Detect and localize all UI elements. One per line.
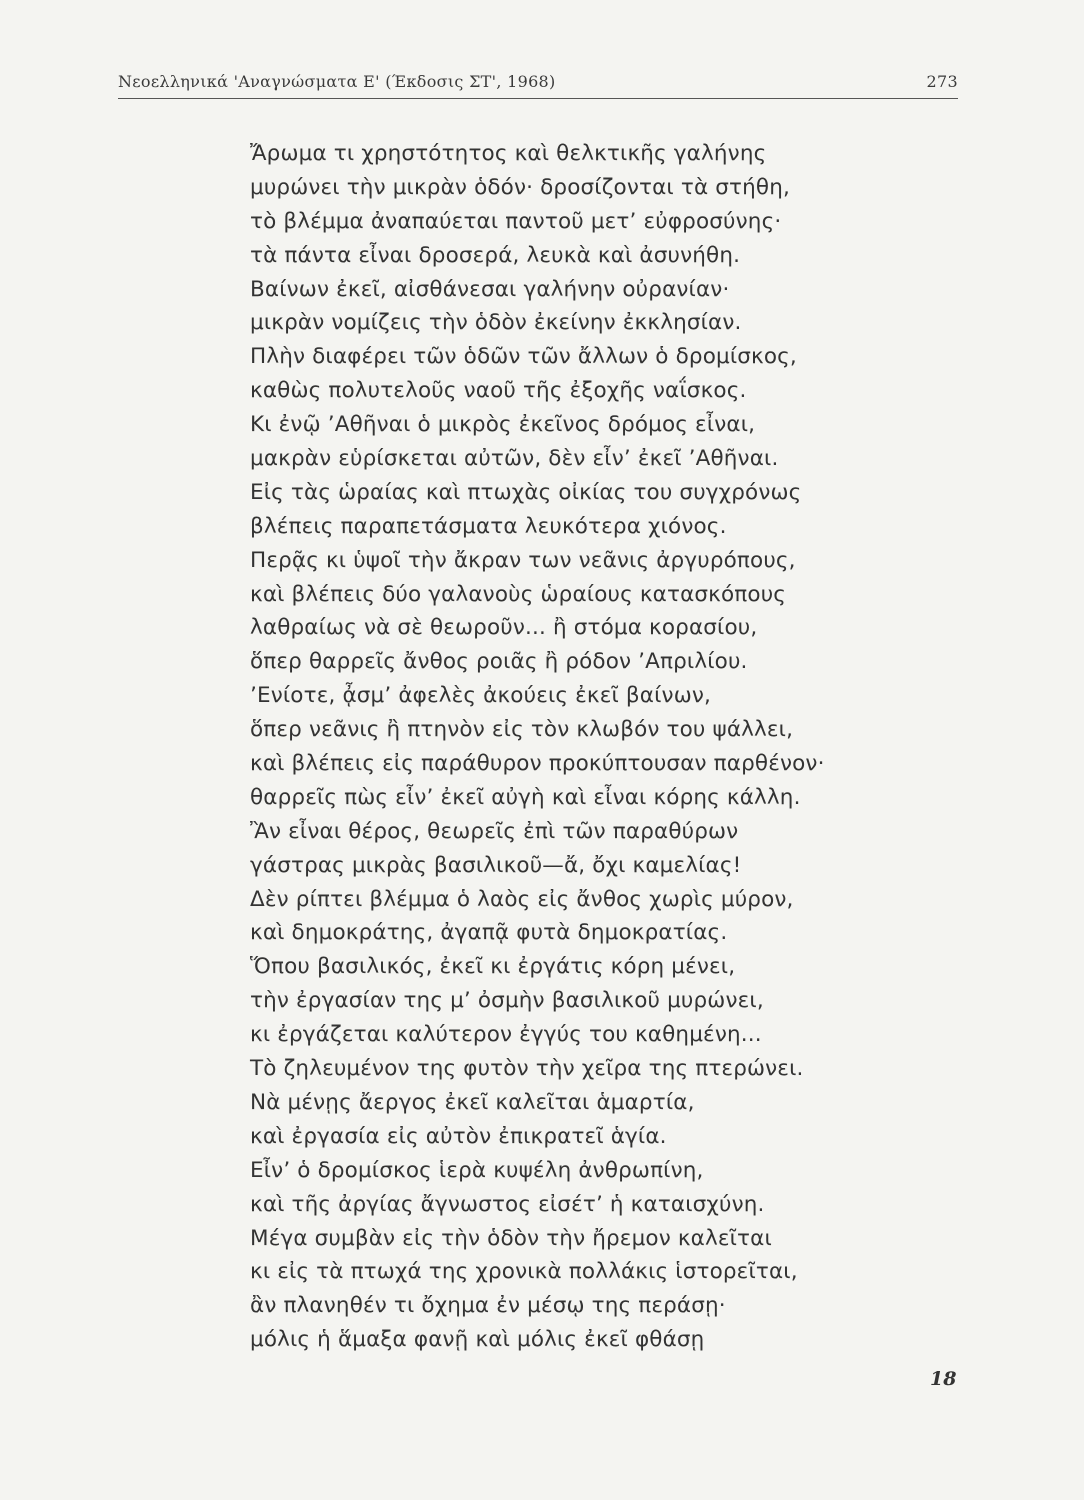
poem-line: Πλὴν διαφέρει τῶν ὁδῶν τῶν ἄλλων ὁ δρομίσκος, xyxy=(250,344,797,370)
poem-line: καθὼς πολυτελοῦς ναοῦ τῆς ἐξοχῆς ναΐσκος. xyxy=(250,378,747,404)
poem-line: μυρώνει τὴν μικρὰν ὁδόν· δροσίζονται τὰ στήθη, xyxy=(250,174,790,200)
poem-line: Νὰ μένῃς ἄεργος ἐκεῖ καλεῖται ἁμαρτία, xyxy=(250,1089,695,1115)
poem-line: Κι ἐνῷ ’Αθῆναι ὁ μικρὸς ἐκεῖνος δρόμος εἶναι, xyxy=(250,412,756,438)
poem-text xyxy=(250,137,890,1357)
poem-line: μικρὰν νομίζεις τὴν ὁδὸν ἐκείνην ἐκκλησίαν. xyxy=(250,310,742,336)
poem-line: τὸ βλέμμα ἀναπαύεται παντοῦ μετ’ εὐφροσύνης· xyxy=(250,208,782,234)
poem-line: καὶ βλέπεις εἰς παράθυρον προκύπτουσαν παρθένον· xyxy=(250,751,825,777)
poem-line: καὶ ἐργασία εἰς αὐτὸν ἐπικρατεῖ ἁγία. xyxy=(250,1123,667,1149)
poem-line: Βαίνων ἐκεῖ, αἰσθάνεσαι γαλήνην οὐρανίαν· xyxy=(250,276,730,302)
poem-line: Εἶν’ ὁ δρομίσκος ἱερὰ κυψέλη ἀνθρωπίνη, xyxy=(250,1157,704,1183)
poem-line: καὶ βλέπεις δύο γαλανοὺς ὡραίους κατασκόπους xyxy=(250,581,787,607)
poem-line: Ὅπου βασιλικός, ἐκεῖ κι ἐργάτις κόρη μένει, xyxy=(250,954,736,980)
poem-line: Δὲν ρίπτει βλέμμα ὁ λαὸς εἰς ἄνθος χωρὶς μύρον, xyxy=(250,886,794,912)
header-title: Νεοελληνικά 'Αναγνώσματα Ε' (Έκδοσις ΣΤ', 1968) xyxy=(118,72,556,91)
poem-line: κι ἐργάζεται καλύτερον ἐγγύς του καθημένη... xyxy=(250,1022,762,1048)
poem-line: ὅπερ θαρρεῖς ἄνθος ροιᾶς ἢ ρόδον ’Απριλίου. xyxy=(250,649,748,675)
poem-line: τὴν ἐργασίαν της μ’ ὀσμὴν βασιλικοῦ μυρώνει, xyxy=(250,988,764,1014)
header-rule xyxy=(118,98,958,99)
poem-line: μακρὰν εὑρίσκεται αὐτῶν, δὲν εἶν’ ἐκεῖ ’Αθῆναι. xyxy=(250,446,779,472)
poem-line: θαρρεῖς πὼς εἶν’ ἐκεῖ αὐγὴ καὶ εἶναι κόρης κάλλη. xyxy=(250,784,801,810)
poem-line: βλέπεις παραπετάσματα λευκότερα χιόνος. xyxy=(250,513,727,539)
folio-mark: 18 xyxy=(930,1368,957,1390)
poem-line: ἂν πλανηθέν τι ὄχημα ἐν μέσῳ της περάσῃ· xyxy=(250,1293,726,1319)
poem-line: λαθραίως νὰ σὲ θεωροῦν... ἢ στόμα κορασίου, xyxy=(250,615,758,641)
poem-line: Τὸ ζηλευμένον της φυτὸν τὴν χεῖρα της πτερώνει. xyxy=(250,1056,804,1082)
poem-line: μόλις ἡ ἅμαξα φανῇ καὶ μόλις ἐκεῖ φθάσῃ xyxy=(250,1327,705,1353)
poem-line: γάστρας μικρὰς βασιλικοῦ—ἄ, ὄχι καμελίας! xyxy=(250,852,742,878)
poem-line: Ἄρωμα τι χρηστότητος καὶ θελκτικῆς γαλήνης xyxy=(250,141,767,166)
page-number: 273 xyxy=(926,72,958,91)
poem-line: Εἰς τὰς ὡραίας καὶ πτωχὰς οἰκίας του συγχρόνως xyxy=(250,479,802,505)
poem-line: ’Ενίοτε, ᾆσμ’ ἀφελὲς ἀκούεις ἐκεῖ βαίνων, xyxy=(250,683,711,709)
poem-line: Περᾷς κι ὑψοῖ τὴν ἄκραν των νεᾶνις ἀργυρόπους, xyxy=(250,547,796,573)
poem-line: κι εἰς τὰ πτωχά της χρονικὰ πολλάκις ἱστορεῖται, xyxy=(250,1259,798,1285)
poem-line: τὰ πάντα εἶναι δροσερά, λευκὰ καὶ ἀσυνήθη. xyxy=(250,242,741,268)
poem-line: Μέγα συμβὰν εἰς τὴν ὁδὸν τὴν ἤρεμον καλεῖται xyxy=(250,1225,772,1251)
poem-line: καὶ δημοκράτης, ἀγαπᾷ φυτὰ δημοκρατίας. xyxy=(250,920,728,946)
poem-line: καὶ τῆς ἀργίας ἄγνωστος εἰσέτ’ ἡ καταισχύνη. xyxy=(250,1191,765,1217)
poem-line: ὅπερ νεᾶνις ἢ πτηνὸν εἰς τὸν κλωβόν του ψάλλει, xyxy=(250,717,794,743)
poem-line: Ἂν εἶναι θέρος, θεωρεῖς ἐπὶ τῶν παραθύρων xyxy=(250,818,739,844)
